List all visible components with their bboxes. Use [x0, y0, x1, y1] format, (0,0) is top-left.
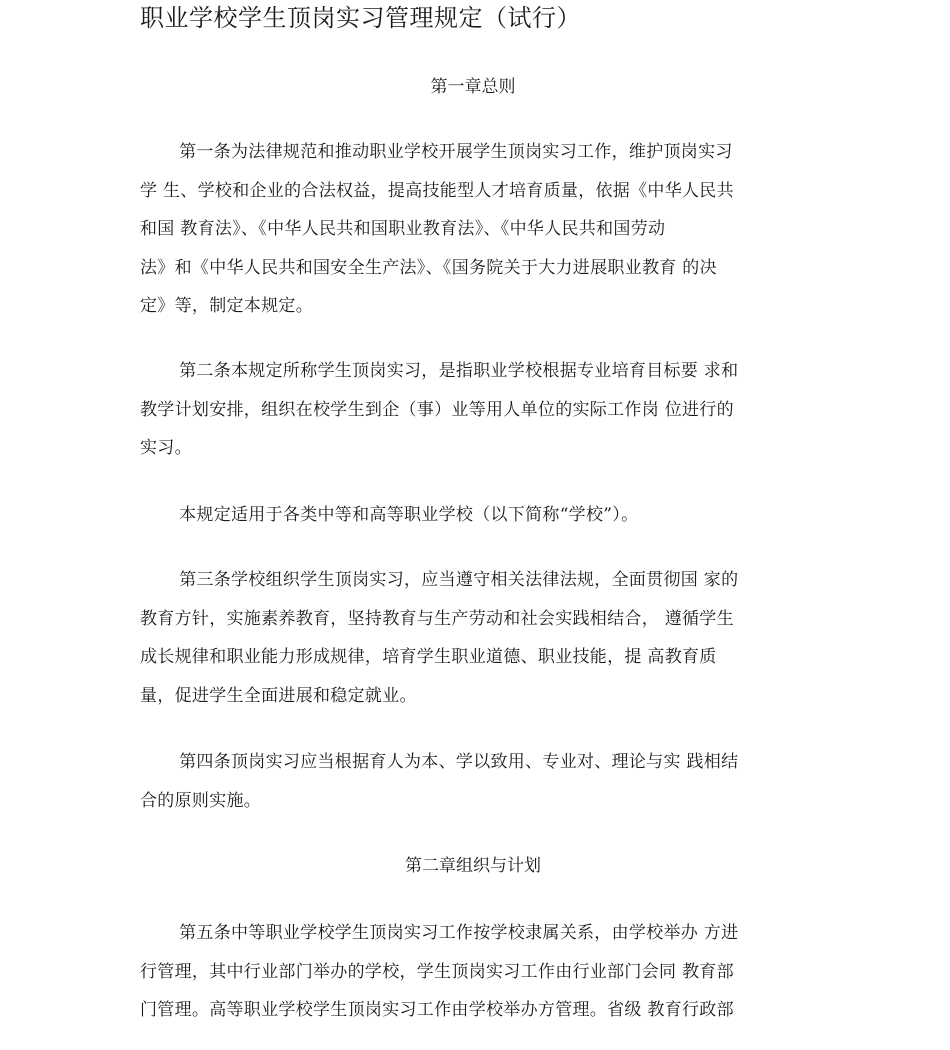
article-3-line: 第三条学校组织学生顶岗实习，应当遵守相关法律法规，全面贯彻国 家的	[179, 570, 739, 590]
article-1-line: 法》和《中华人民共和国安全生产法》、《国务院关于大力进展职业教育 的决	[140, 257, 717, 278]
article-5-line: 第五条中等职业学校学生顶岗实习工作按学校隶属关系，由学校举办 方进	[179, 923, 739, 943]
article-1-line: 学 生、学校和企业的合法权益，提高技能型人才培育质量，依据《中华人民共	[140, 180, 734, 201]
article-3-paragraph	[140, 561, 806, 715]
article-2-paragraph	[140, 352, 806, 468]
chapter-heading-general: 第一章总则	[430, 77, 516, 97]
article-2-line: 实习。	[140, 438, 192, 458]
article-2-line: 教学计划安排，组织在校学生到企（事）业等用人单位的实际工作岗 位进行的	[140, 399, 734, 420]
article-5-paragraph	[140, 914, 806, 1030]
article-5-line: 门管理。高等职业学校学生顶岗实习工作由学校举办方管理。省级 教育行政部	[140, 1000, 734, 1020]
article-3-line: 教育方针，实施素养教育，坚持教育与生产劳动和社会实践相结合， 遵循学生	[140, 608, 734, 629]
article-3-line: 成长规律和职业能力形成规律，培育学生职业道德、职业技能，提 高教育质	[140, 647, 717, 667]
article-2-line: 第二条本规定所称学生顶岗实习，是指职业学校根据专业培育目标要 求和	[179, 361, 739, 381]
article-1-line: 和国 教育法》、《中华人民共和国职业教育法》、《中华人民共和国劳动	[140, 219, 666, 239]
article-3-line: 量，促进学生全面进展和稳定就业。	[140, 685, 417, 706]
article-4-line: 第四条顶岗实习应当根据育人为本、学以致用、专业对、理论与实 践相结	[179, 752, 739, 772]
article-4-paragraph	[140, 743, 806, 820]
document-title: 职业学校学生顶岗实习管理规定（试行）	[140, 4, 581, 32]
article-4-line: 合的原则实施。	[140, 790, 262, 811]
chapter-heading-organization: 第二章组织与计划	[405, 856, 541, 876]
article-1-line: 第一条为法律规范和推动职业学校开展学生顶岗实习工作，维护顶岗实习	[179, 142, 733, 162]
article-1-line: 定》等，制定本规定。	[140, 296, 313, 316]
article-1-paragraph	[140, 133, 806, 326]
article-5-line: 行管理，其中行业部门举办的学校，学生顶岗实习工作由行业部门会同 教育部	[140, 961, 734, 982]
scope-paragraph	[140, 496, 806, 535]
scope-line: 本规定适用于各类中等和高等职业学校（以下简称“学校”）。	[179, 505, 639, 525]
